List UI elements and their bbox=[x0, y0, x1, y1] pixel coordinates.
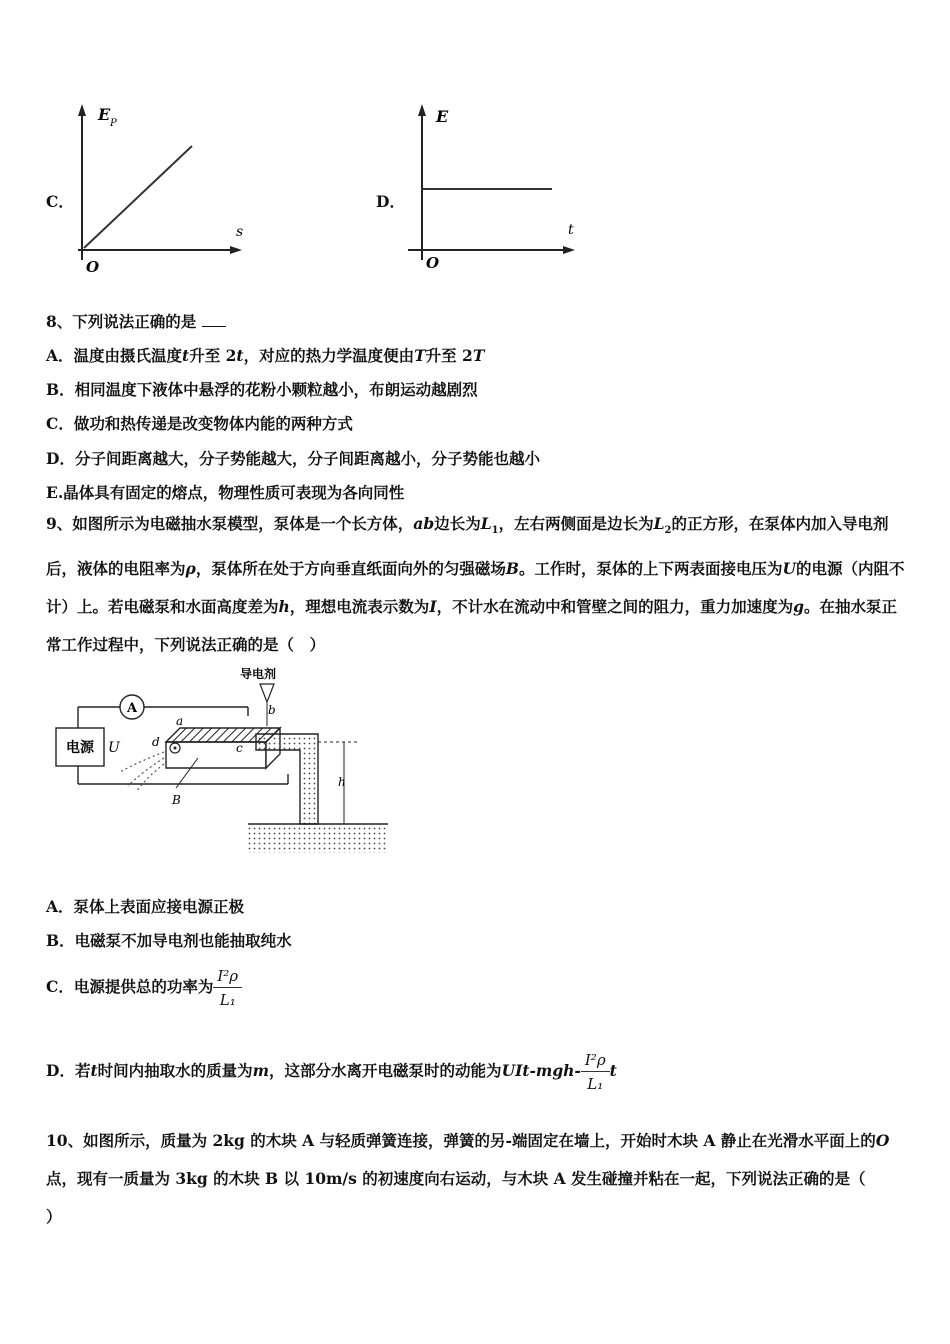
svg-text:b: b bbox=[268, 703, 276, 717]
graph-c-y-sub: P bbox=[110, 118, 117, 129]
svg-text:B: B bbox=[172, 793, 181, 807]
svg-text:c: c bbox=[236, 741, 243, 755]
q9-stem: 9、如图所示为电磁抽水泵模型，泵体是一个长方体，ab边长为$L_1$，左右两侧面是边长为$L_2$的正方形，在泵体内加入导电剂后，液体的电阻率为ρ，泵体所在处于方向垂直纸面向外的匀强磁场B。工作时，泵体的上下两表面接电压为U的电源（内阻不计）上。若电磁泵和水面高度差为h，理想电流表示数为I，不计水在流动中和管壁之间的阻力，重力加速度为g。在抽水泵正常工作过程中，下列说法正确的是（ ） bbox=[46, 514, 905, 655]
graph-c-x-axis: s bbox=[236, 224, 244, 240]
q9-option-d: D．若t时间内抽取水的质量为m，这部分水离开电磁泵时的动能为UIt-mgh- $\frac{\text{I²ρ}}{\text{L₁}}$ t bbox=[46, 1048, 617, 1096]
q8-stem: 8、下列说法正确的是 bbox=[46, 312, 226, 332]
graph-c-origin: O bbox=[86, 258, 100, 276]
pump-figure bbox=[48, 662, 388, 862]
q9-option-c: C．电源提供总的功率为 $\frac{\text{I²ρ}}{\text{L₁}}$ bbox=[46, 964, 242, 1012]
graph-d bbox=[400, 100, 590, 280]
graph-d-origin: O bbox=[426, 254, 440, 272]
option-c-label: C． bbox=[46, 192, 74, 211]
svg-text:U: U bbox=[108, 740, 120, 756]
svg-text:h: h bbox=[338, 775, 346, 789]
outlet-pipe bbox=[256, 734, 318, 824]
dopant-dropper-icon bbox=[260, 684, 274, 702]
formula-fraction: $\frac{\text{I²ρ}}{\text{L₁}}$ bbox=[581, 1049, 610, 1096]
q8-option-a: A．温度由摄氏温度t升至 2t，对应的热力学温度便由T升至 2T bbox=[46, 346, 485, 365]
svg-text:电源: 电源 bbox=[66, 740, 94, 756]
q8-option-b: B．相同温度下液体中悬浮的花粉小颗粒越小，布朗运动越剧烈 bbox=[46, 380, 478, 399]
answer-blank bbox=[202, 312, 226, 327]
water-surface bbox=[248, 825, 388, 853]
q8-option-e: E.晶体具有固定的熔点，物理性质可表现为各向同性 bbox=[46, 483, 405, 502]
graph-d-y-axis: E bbox=[436, 107, 449, 126]
graph-c bbox=[70, 100, 260, 280]
q10-stem: 10、如图所示，质量为 2kg 的木块 A 与轻质弹簧连接，弹簧的另-端固定在墙上，开始时木块 A 静止在光滑水平面上的O点，现有一质量为 3kg 的木块 B 以 10m/s 的初速度向右运动，与木块 A 发生碰撞并粘在一起，下列说法正确的是（ ） bbox=[46, 1131, 890, 1226]
q9-option-a: A．泵体上表面应接电源正极 bbox=[46, 897, 245, 916]
formula-fraction: $\frac{\text{I²ρ}}{\text{L₁}}$ bbox=[213, 965, 242, 1012]
svg-text:a: a bbox=[176, 714, 184, 728]
q8-option-d: D．分子间距离越大，分子势能越大，分子间距离越小，分子势能也越小 bbox=[46, 449, 540, 468]
graph-d-x-axis: t bbox=[568, 222, 574, 238]
svg-text:A: A bbox=[126, 701, 138, 716]
q9-option-b: B．电磁泵不加导电剂也能抽取纯水 bbox=[46, 931, 292, 950]
svg-text:导电剂: 导电剂 bbox=[240, 667, 277, 681]
q8-option-c: C．做功和热传递是改变物体内能的两种方式 bbox=[46, 414, 353, 433]
option-d-label: D． bbox=[376, 192, 405, 211]
graph-c-y-axis: E bbox=[98, 105, 111, 124]
svg-text:d: d bbox=[152, 735, 160, 749]
